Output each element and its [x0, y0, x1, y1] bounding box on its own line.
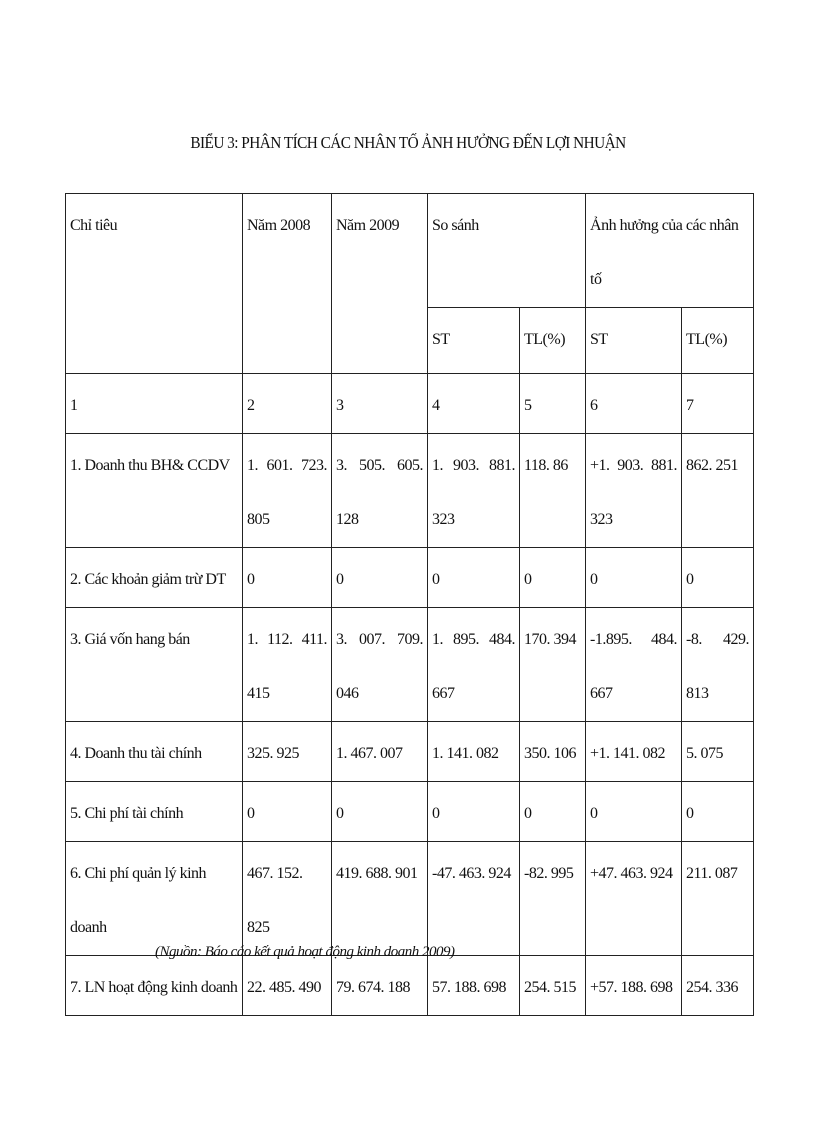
table-row — [66, 842, 754, 956]
table-row — [66, 608, 754, 722]
header-chi-tieu: Chỉ tiêu — [66, 194, 243, 374]
cell-so-sanh-st: 0 — [428, 782, 520, 842]
col-number: 7 — [682, 374, 754, 434]
cell-2008: 0 — [243, 782, 332, 842]
table-header-row — [66, 194, 754, 308]
cell-2008: 467. 152. 825 — [243, 842, 332, 956]
row-label: 3. Giá vốn hang bán — [66, 608, 243, 722]
cell-anh-huong-tl: 211. 087 — [682, 842, 754, 956]
cell-so-sanh-tl: 170. 394 — [520, 608, 586, 722]
subheader-st: ST — [428, 308, 520, 374]
cell-anh-huong-st: +47. 463. 924 — [586, 842, 682, 956]
table-row — [66, 722, 754, 782]
row-label: 2. Các khoản giảm trừ DT — [66, 548, 243, 608]
cell-2009: 419. 688. 901 — [332, 842, 428, 956]
table-row — [66, 782, 754, 842]
col-number: 4 — [428, 374, 520, 434]
cell-anh-huong-tl: 862. 251 — [682, 434, 754, 548]
cell-anh-huong-tl: 254. 336 — [682, 956, 754, 1016]
cell-2009: 3. 007. 709. 046 — [332, 608, 428, 722]
table-row — [66, 434, 754, 548]
cell-2008: 0 — [243, 548, 332, 608]
cell-2008: 325. 925 — [243, 722, 332, 782]
cell-so-sanh-tl: 254. 515 — [520, 956, 586, 1016]
subheader-tl: TL(%) — [682, 308, 754, 374]
cell-2008: 1. 601. 723. 805 — [243, 434, 332, 548]
cell-2009: 0 — [332, 782, 428, 842]
cell-so-sanh-st: 1. 903. 881. 323 — [428, 434, 520, 548]
cell-2009: 79. 674. 188 — [332, 956, 428, 1016]
cell-anh-huong-tl: 0 — [682, 548, 754, 608]
subheader-tl: TL(%) — [520, 308, 586, 374]
header-so-sanh: So sánh — [428, 194, 586, 308]
table-row — [66, 548, 754, 608]
source-note: (Nguồn: Báo cáo kết quả hoạt động kinh doanh 2009) — [155, 944, 455, 960]
cell-2009: 1. 467. 007 — [332, 722, 428, 782]
page-title: BIỂU 3: PHÂN TÍCH CÁC NHÂN TỐ ẢNH HƯỞNG ĐẾN LỢI NHUẬN — [190, 133, 626, 152]
cell-anh-huong-tl: 5. 075 — [682, 722, 754, 782]
cell-anh-huong-tl: -8. 429. 813 — [682, 608, 754, 722]
cell-2008: 1. 112. 411. 415 — [243, 608, 332, 722]
cell-so-sanh-tl: 0 — [520, 782, 586, 842]
cell-anh-huong-st: -1.895. 484. 667 — [586, 608, 682, 722]
column-number-row — [66, 374, 754, 434]
cell-anh-huong-tl: 0 — [682, 782, 754, 842]
cell-so-sanh-st: 0 — [428, 548, 520, 608]
row-label: 1. Doanh thu BH& CCDV — [66, 434, 243, 548]
col-number: 5 — [520, 374, 586, 434]
cell-2009: 0 — [332, 548, 428, 608]
cell-anh-huong-st: 0 — [586, 782, 682, 842]
cell-anh-huong-st: +1. 141. 082 — [586, 722, 682, 782]
cell-2009: 3. 505. 605. 128 — [332, 434, 428, 548]
header-anh-huong: Ảnh hưởng của các nhân tố — [586, 194, 754, 308]
col-number: 6 — [586, 374, 682, 434]
header-nam-2009: Năm 2009 — [332, 194, 428, 374]
row-label: 7. LN hoạt động kinh doanh — [66, 956, 243, 1016]
cell-anh-huong-st: +1. 903. 881. 323 — [586, 434, 682, 548]
cell-so-sanh-tl: 118. 86 — [520, 434, 586, 548]
col-number: 2 — [243, 374, 332, 434]
cell-anh-huong-st: 0 — [586, 548, 682, 608]
row-label: 6. Chi phí quản lý kinh doanh — [66, 842, 243, 956]
row-label: 4. Doanh thu tài chính — [66, 722, 243, 782]
cell-so-sanh-tl: 0 — [520, 548, 586, 608]
col-number: 3 — [332, 374, 428, 434]
profit-factor-table — [65, 193, 754, 1016]
subheader-st: ST — [586, 308, 682, 374]
cell-so-sanh-tl: 350. 106 — [520, 722, 586, 782]
header-nam-2008: Năm 2008 — [243, 194, 332, 374]
cell-so-sanh-tl: -82. 995 — [520, 842, 586, 956]
cell-2008: 22. 485. 490 — [243, 956, 332, 1016]
cell-so-sanh-st: 1. 141. 082 — [428, 722, 520, 782]
col-number: 1 — [66, 374, 243, 434]
cell-anh-huong-st: +57. 188. 698 — [586, 956, 682, 1016]
row-label: 5. Chi phí tài chính — [66, 782, 243, 842]
cell-so-sanh-st: 1. 895. 484. 667 — [428, 608, 520, 722]
table-row — [66, 956, 754, 1016]
cell-so-sanh-st: -47. 463. 924 — [428, 842, 520, 956]
cell-so-sanh-st: 57. 188. 698 — [428, 956, 520, 1016]
